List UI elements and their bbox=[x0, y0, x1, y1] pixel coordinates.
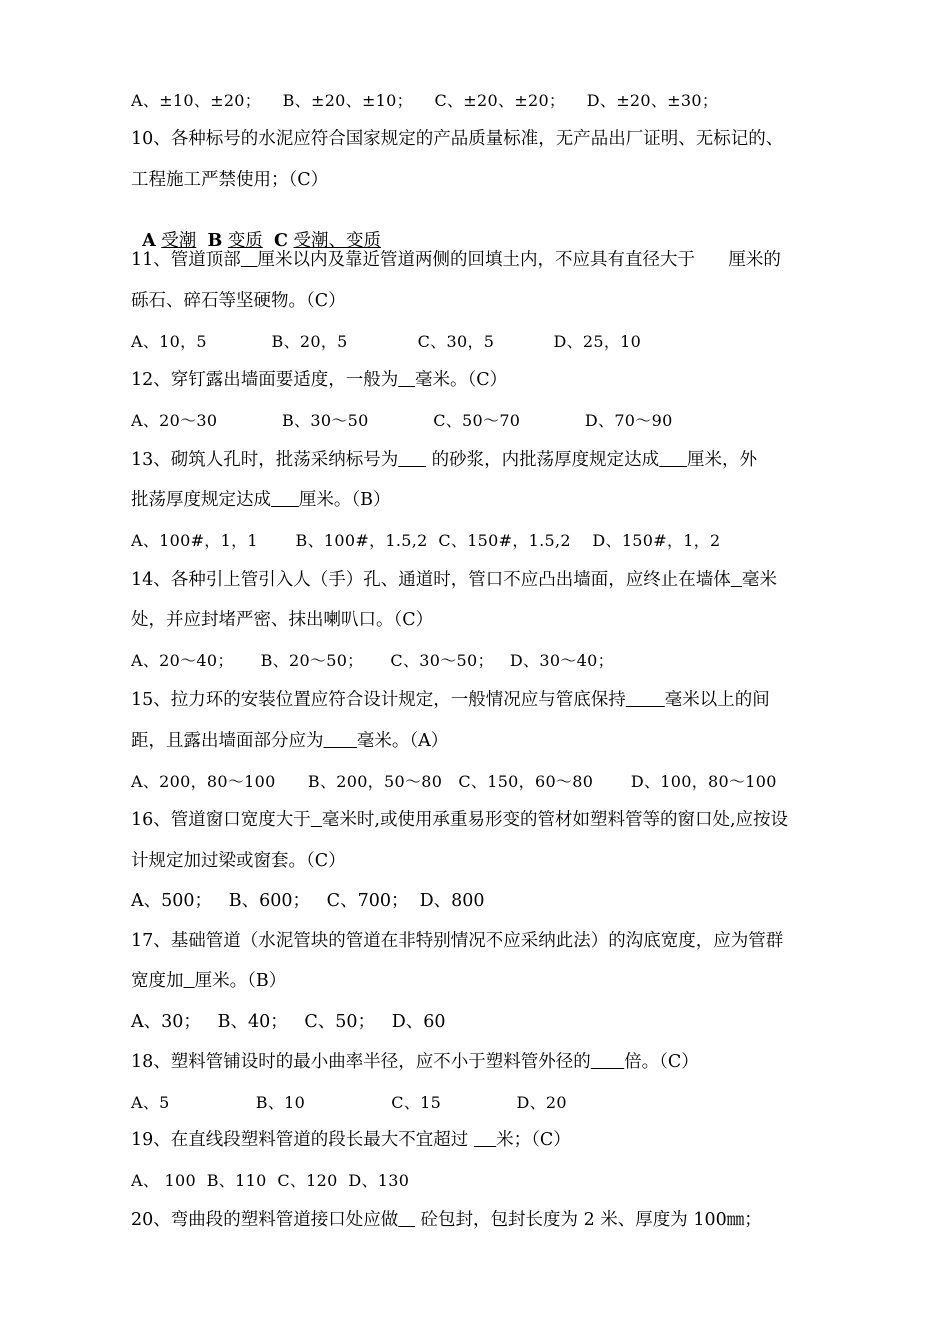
q15-part1: 15、拉力环的安装位置应符合设计规定，一般情况应与管底保持 bbox=[131, 690, 626, 710]
q15-blank1 bbox=[626, 690, 665, 710]
q15-line2-part1: 距，且露出墙面部分应为 bbox=[131, 731, 324, 751]
q20-part2: 砼包封，包封长度为 2 米、厚度为 100㎜； bbox=[414, 1210, 762, 1230]
q19-part2: 米；（C） bbox=[496, 1130, 571, 1150]
q10-option-c-letter: C bbox=[273, 231, 288, 251]
q17-part2: 厘米。（B） bbox=[194, 971, 287, 991]
q18-options: A、5 B、10 C、15 D、20 bbox=[131, 1093, 567, 1112]
q16-part2: 毫米时,或使用承重易形变的管材如塑料管等的窗口处,应按设 bbox=[321, 810, 789, 830]
q11-text-line1 bbox=[131, 249, 781, 271]
q13-part2: 的砂浆，内批荡厚度规定达成 bbox=[426, 450, 660, 470]
q15-blank2 bbox=[324, 731, 357, 751]
q12-part2: 毫米。（C） bbox=[414, 370, 508, 390]
q13-blank2 bbox=[659, 450, 687, 470]
q11-options: A、10，5 B、20，5 C、30，5 D、25，10 bbox=[131, 332, 642, 351]
q10-option-a-letter: A bbox=[142, 231, 156, 251]
q20-text bbox=[131, 1209, 762, 1231]
q13-options: A、100#，1，1 B、100#，1.5,2 C、150#，1.5,2 D、150#，1，2 bbox=[131, 531, 721, 550]
q19-text bbox=[131, 1129, 571, 1151]
q14-blank bbox=[731, 570, 742, 590]
q9-options: A、±10、±20； B、±20、±10； C、±20、±20； D、±20、±30； bbox=[131, 91, 719, 110]
q12-blank bbox=[398, 370, 415, 390]
q10-options bbox=[131, 208, 381, 252]
q10-option-b-letter: B bbox=[207, 231, 223, 251]
q17-text-line1: 17、基础管道（水泥管块的管道在非特别情况不应采纳此法）的沟底宽度，应为管群 bbox=[131, 931, 784, 951]
q15-options: A、200，80～100 B、200，50～80 C、150，60～80 D、100，80～100 bbox=[131, 772, 777, 791]
q10-option-a-text: 受潮 bbox=[161, 231, 197, 251]
q15-text-line2 bbox=[131, 730, 448, 752]
q11-blank bbox=[241, 250, 258, 270]
q10-option-b-text: 变质 bbox=[227, 231, 263, 251]
q18-blank bbox=[591, 1052, 624, 1072]
q10-option-c-text: 受潮、变质 bbox=[293, 231, 381, 251]
q18-text bbox=[131, 1051, 699, 1073]
q20-blank bbox=[398, 1210, 415, 1230]
q14-part1: 14、各种引上管引入人（手）孔、通道时，管口不应凸出墙面，应终止在墙体 bbox=[131, 570, 731, 590]
q13-blank3 bbox=[271, 490, 299, 510]
q11-part1: 11、管道顶部 bbox=[131, 250, 241, 270]
q19-options: A、 100 B、110 C、120 D、130 bbox=[131, 1171, 410, 1190]
q13-blank1 bbox=[398, 450, 426, 470]
q14-part2: 毫米 bbox=[741, 570, 777, 590]
q19-blank bbox=[474, 1130, 496, 1150]
q13-part1: 13、砌筑人孔时，批荡采纳标号为 bbox=[131, 450, 399, 470]
q17-options: A、30； B、40； C、50； D、60 bbox=[131, 1012, 446, 1032]
q15-part2: 毫米以上的间 bbox=[664, 690, 770, 710]
q13-line2-part2: 厘米。（B） bbox=[298, 490, 391, 510]
q17-blank bbox=[184, 971, 195, 991]
q17-text-line2 bbox=[131, 970, 286, 992]
q15-line2-part2: 毫米。（A） bbox=[356, 731, 449, 751]
q16-text-line1 bbox=[131, 809, 788, 831]
q18-part1: 18、塑料管铺设时的最小曲率半径，应不小于塑料管外径的 bbox=[131, 1052, 591, 1072]
q13-line2-part1: 批荡厚度规定达成 bbox=[131, 490, 271, 510]
q18-part2: 倍。（C） bbox=[624, 1052, 699, 1072]
q10-text-line1: 10、各种标号的水泥应符合国家规定的产品质量标准，无产品出厂证明、无标记的、 bbox=[131, 129, 784, 149]
q11-text-line2: 砾石、碎石等坚硬物。（C） bbox=[131, 291, 346, 311]
q14-text-line1 bbox=[131, 569, 777, 591]
q12-text bbox=[131, 369, 507, 391]
q11-part2: 厘米以内及靠近管道两侧的回填土内，不应具有直径大于 厘米的 bbox=[257, 250, 781, 270]
q14-text-line2: 处，并应封堵严密、抹出喇叭口。（C） bbox=[131, 610, 434, 630]
q16-options: A、500； B、600； C、700； D、800 bbox=[131, 891, 485, 911]
q16-part1: 16、管道窗口宽度大于 bbox=[131, 810, 311, 830]
q13-text-line2 bbox=[131, 489, 390, 511]
q10-text-line2: 工程施工严禁使用；（C） bbox=[131, 170, 329, 190]
q16-blank bbox=[311, 810, 322, 830]
q13-part3: 厘米，外 bbox=[687, 450, 757, 470]
q16-text-line2: 计规定加过梁或窗套。（C） bbox=[131, 851, 346, 871]
q12-part1: 12、穿钉露出墙面要适度，一般为 bbox=[131, 370, 399, 390]
q12-options: A、20～30 B、30～50 C、50～70 D、70～90 bbox=[131, 411, 673, 430]
q15-text-line1 bbox=[131, 689, 770, 711]
q14-options: A、20～40； B、20～50； C、30～50； D、30～40； bbox=[131, 651, 614, 670]
q17-part1: 宽度加 bbox=[131, 971, 184, 991]
q19-part1: 19、在直线段塑料管道的段长最大不宜超过 bbox=[131, 1130, 474, 1150]
q20-part1: 20、弯曲段的塑料管道接口处应做 bbox=[131, 1210, 399, 1230]
q13-text-line1 bbox=[131, 449, 757, 471]
